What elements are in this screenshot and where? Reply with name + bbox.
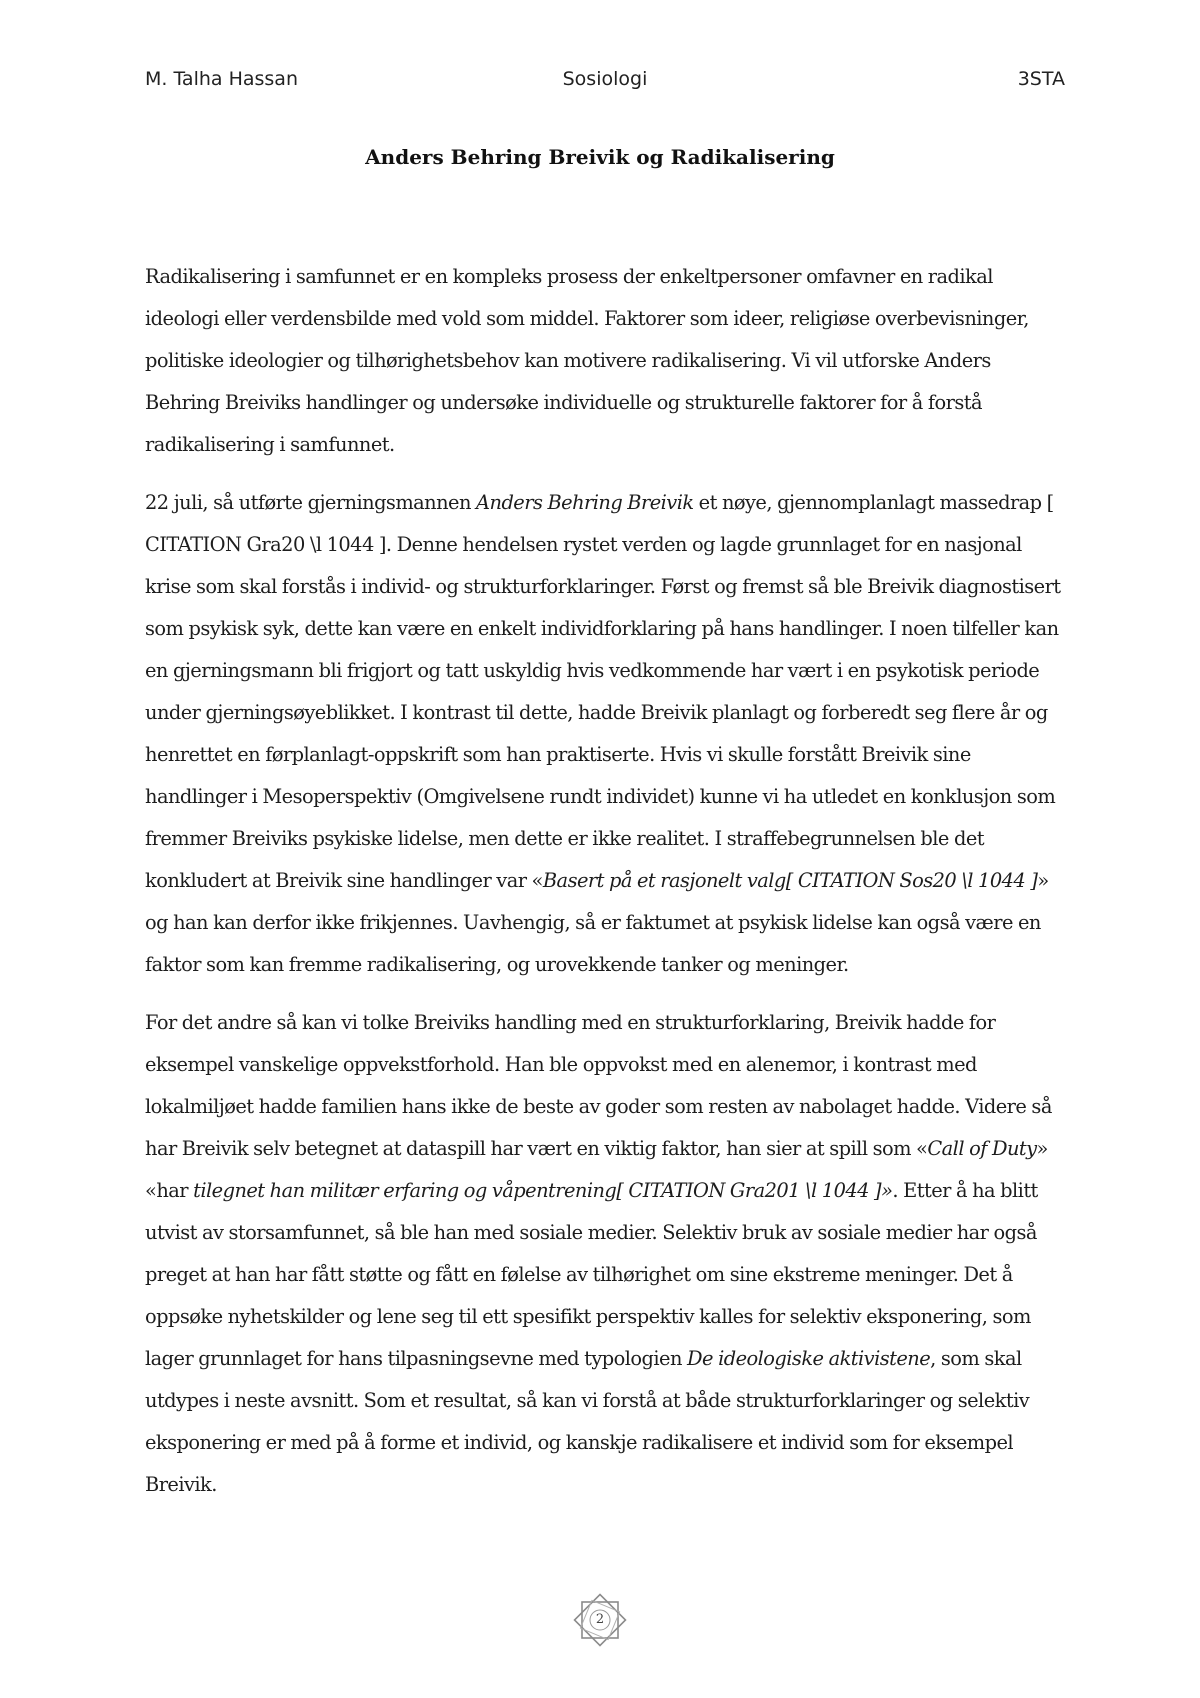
text-run: 22 juli, så utførte gjerningsmannen bbox=[145, 491, 477, 514]
text-run: For det andre så kan vi tolke Breiviks handling med en strukturforklaring, Breivik hadde for eksempel vanskelige oppvekstforhold. Han ble oppvokst med en alenemor, i kontrast med lokalmiljøet hadde familien hans ikke de beste av goder som resten av nabolaget hadde. Videre så har Breivik selv betegnet at dataspill har vært en viktig faktor, han sier at spill som « bbox=[145, 1011, 1052, 1160]
document-title: Anders Behring Breivik og Radikalisering bbox=[365, 145, 835, 169]
document-body bbox=[145, 256, 1070, 1522]
page-header bbox=[145, 68, 1065, 90]
header-author: M. Talha Hassan bbox=[145, 68, 298, 90]
text-run: » og han kan derfor ikke frikjennes. Uavhengig, så er faktumet at psykisk lidelse kan også være en faktor som kan fremme radikalisering, og urovekkende tanker og meninger. bbox=[145, 869, 1049, 976]
paragraph-structural-explanation bbox=[145, 1002, 1070, 1506]
page-number: 2 bbox=[595, 1612, 605, 1627]
text-run: , som skal utdypes i neste avsnitt. Som et resultat, så kan vi forstå at både strukturforklaringer og selektiv eksponering er med på å forme et individ, og kanskje radikalisere et individ som for eksempel Breivik. bbox=[145, 1347, 1030, 1496]
text-run-italic: tilegnet han militær erfaring og våpentrening[ CITATION Gra201 \l 1044 ]» bbox=[193, 1179, 893, 1202]
text-run-italic: Basert på et rasjonelt valg[ CITATION Sos20 \l 1044 ] bbox=[542, 869, 1038, 892]
text-run: et nøye, gjennomplanlagt massedrap [ CITATION Gra20 \l 1044 ]. Denne hendelsen rystet verden og lagde grunnlaget for en nasjonal krise som skal forstås i individ- og strukturforklaringer. Først og fremst så ble Breivik diagnostisert som psykisk syk, dette kan være en enkelt individforklaring på hans handlinger. I noen tilfeller kan en gjerningsmann bli frigjort og tatt uskyldig hvis vedkommende har vært i en psykotisk periode under gjerningsøyeblikket. I kontrast til dette, hadde Breivik planlagt og forberedt seg flere år og henrettet en førplanlagt-oppskrift som han praktiserte. Hvis vi skulle forstått Breivik sine handlinger i Mesoperspektiv (Omgivelsene rundt individet) kunne vi ha utledet en konklusjon som fremmer Breiviks psykiske lidelse, men dette er ikke realitet. I straffebegrunnelsen ble det konkludert at Breivik sine handlinger var « bbox=[145, 491, 1061, 892]
paragraph-individual-explanation bbox=[145, 482, 1070, 986]
text-run-italic: Call of Duty bbox=[927, 1137, 1037, 1160]
paragraph-intro: Radikalisering i samfunnet er en kompleks prosess der enkeltpersoner omfavner en radikal ideologi eller verdensbilde med vold som middel. Faktorer som ideer, religiøse overbevisninger, politiske ideologier og tilhørighetsbehov kan motivere radikalisering. Vi vil utforske Anders Behring Breiviks handlinger og undersøke individuelle og strukturelle faktorer for å forstå radikalisering i samfunnet. bbox=[145, 265, 1029, 456]
text-run: » «har bbox=[145, 1137, 1048, 1202]
header-subject: Sosiologi bbox=[562, 68, 648, 90]
text-run-italic: De ideologiske aktivistene bbox=[687, 1347, 931, 1370]
text-run-italic: Anders Behring Breivik bbox=[476, 491, 694, 514]
header-class: 3STA bbox=[1017, 68, 1065, 90]
page-number-badge bbox=[572, 1592, 628, 1648]
text-run: . Etter å ha blitt utvist av storsamfunnet, så ble han med sosiale medier. Selektiv bruk av sosiale medier har også preget at han har fått støtte og fått en følelse av tilhørighet om sine ekstreme meninger. Det å oppsøke nyhetskilder og lene seg til ett spesifikt perspektiv kalles for selektiv eksponering, som lager grunnlaget for hans tilpasningsevne med typologien bbox=[145, 1179, 1038, 1370]
